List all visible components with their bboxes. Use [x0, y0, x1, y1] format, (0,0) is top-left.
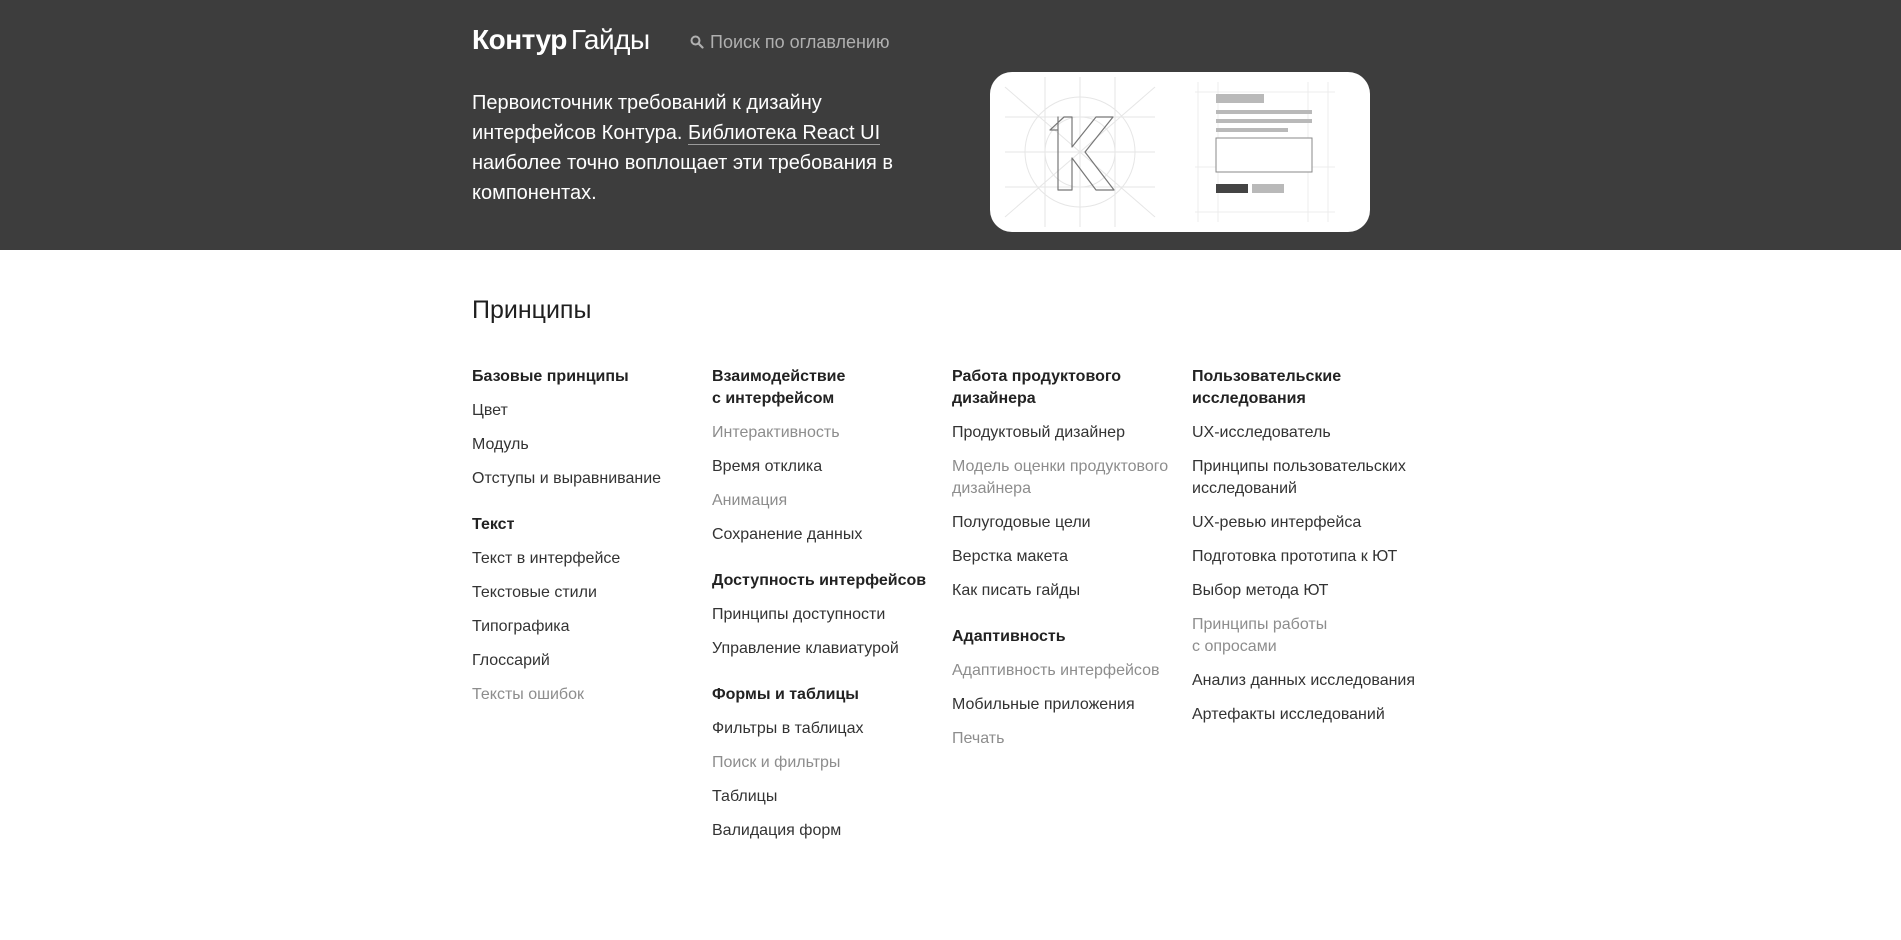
nav-link[interactable]: Тексты ошибок: [472, 686, 584, 703]
logo-product: Гайды: [570, 24, 650, 55]
nav-link[interactable]: Выбор метода ЮТ: [1192, 582, 1329, 599]
search-icon: [690, 35, 704, 49]
nav-link[interactable]: Цвет: [472, 402, 508, 419]
logo[interactable]: [472, 24, 650, 56]
nav-link[interactable]: Принципы пользовательских исследований: [1192, 458, 1406, 497]
nav-link[interactable]: Подготовка прототипа к ЮТ: [1192, 548, 1398, 565]
nav-link[interactable]: Принципы работы с опросами: [1192, 616, 1328, 655]
group-title: Работа продуктового дизайнера: [952, 368, 1122, 407]
search-input[interactable]: [690, 30, 890, 54]
logo-brand: Контур: [472, 24, 567, 55]
nav-link[interactable]: Печать: [952, 730, 1005, 747]
nav-link[interactable]: Управление клавиатурой: [712, 640, 899, 657]
group-title: Доступность интерфейсов: [712, 572, 927, 589]
group-title: Текст: [472, 516, 515, 533]
nav-link[interactable]: Анимация: [712, 492, 788, 509]
nav-link[interactable]: Артефакты исследований: [1192, 706, 1385, 723]
principles-group: [472, 366, 702, 490]
guides-illustration: [990, 72, 1370, 232]
nav-link[interactable]: Принципы доступности: [712, 606, 886, 623]
group-title: Адаптивность: [952, 628, 1066, 645]
principles-column: [712, 366, 942, 866]
principles-group: [712, 366, 942, 546]
intro-text-start: Первоисточник требований к дизайну интерфейсов Контура.: [472, 92, 822, 144]
nav-link[interactable]: UX-ревью интерфейса: [1192, 514, 1362, 531]
nav-link[interactable]: Текст в интерфейсе: [472, 550, 621, 567]
nav-link[interactable]: Продуктовый дизайнер: [952, 424, 1125, 441]
nav-link[interactable]: Таблицы: [712, 788, 778, 805]
group-title: Взаимодействие с интерфейсом: [712, 368, 846, 407]
react-ui-link[interactable]: Библиотека React UI: [688, 122, 881, 144]
group-title: Базовые принципы: [472, 368, 629, 385]
nav-link[interactable]: Как писать гайды: [952, 582, 1081, 599]
nav-link[interactable]: Поиск и фильтры: [712, 754, 841, 771]
illustration-graphic: [990, 72, 1370, 232]
principles-column: [1192, 366, 1422, 750]
nav-link[interactable]: Верстка макета: [952, 548, 1068, 565]
principles-group: [712, 684, 942, 842]
nav-link[interactable]: Модуль: [472, 436, 529, 453]
nav-link[interactable]: Глоссарий: [472, 652, 550, 669]
section-title-principles: Принципы: [472, 296, 592, 324]
principles-group: [712, 570, 942, 660]
nav-link[interactable]: Валидация форм: [712, 822, 842, 839]
group-title: Пользовательские исследования: [1192, 368, 1342, 407]
nav-link[interactable]: Адаптивность интерфейсов: [952, 662, 1160, 679]
principles-group: [952, 366, 1182, 602]
nav-link[interactable]: Сохранение данных: [712, 526, 863, 543]
nav-link[interactable]: Полугодовые цели: [952, 514, 1091, 531]
principles-column: [472, 366, 702, 730]
nav-link[interactable]: Текстовые стили: [472, 584, 597, 601]
principles-group: [952, 626, 1182, 750]
search-placeholder: Поиск по оглавлению: [710, 31, 890, 52]
header: [0, 0, 1901, 250]
principles-column: [952, 366, 1182, 774]
group-title: Формы и таблицы: [712, 686, 859, 703]
nav-link[interactable]: UX-исследователь: [1192, 424, 1331, 441]
nav-link[interactable]: Фильтры в таблицах: [712, 720, 864, 737]
nav-link[interactable]: Анализ данных исследования: [1192, 672, 1416, 689]
nav-link[interactable]: Интерактивность: [712, 424, 840, 441]
nav-link[interactable]: Типографика: [472, 618, 570, 635]
nav-link[interactable]: Модель оценки продуктового дизайнера: [952, 458, 1169, 497]
intro-text: [472, 88, 902, 208]
principles-group: [1192, 366, 1422, 726]
nav-link[interactable]: Отступы и выравнивание: [472, 470, 662, 487]
intro-text-end: наиболее точно воплощает эти требования в компонентах.: [472, 152, 894, 204]
nav-link[interactable]: Мобильные приложения: [952, 696, 1135, 713]
nav-link[interactable]: Время отклика: [712, 458, 823, 475]
principles-group: [472, 514, 702, 706]
